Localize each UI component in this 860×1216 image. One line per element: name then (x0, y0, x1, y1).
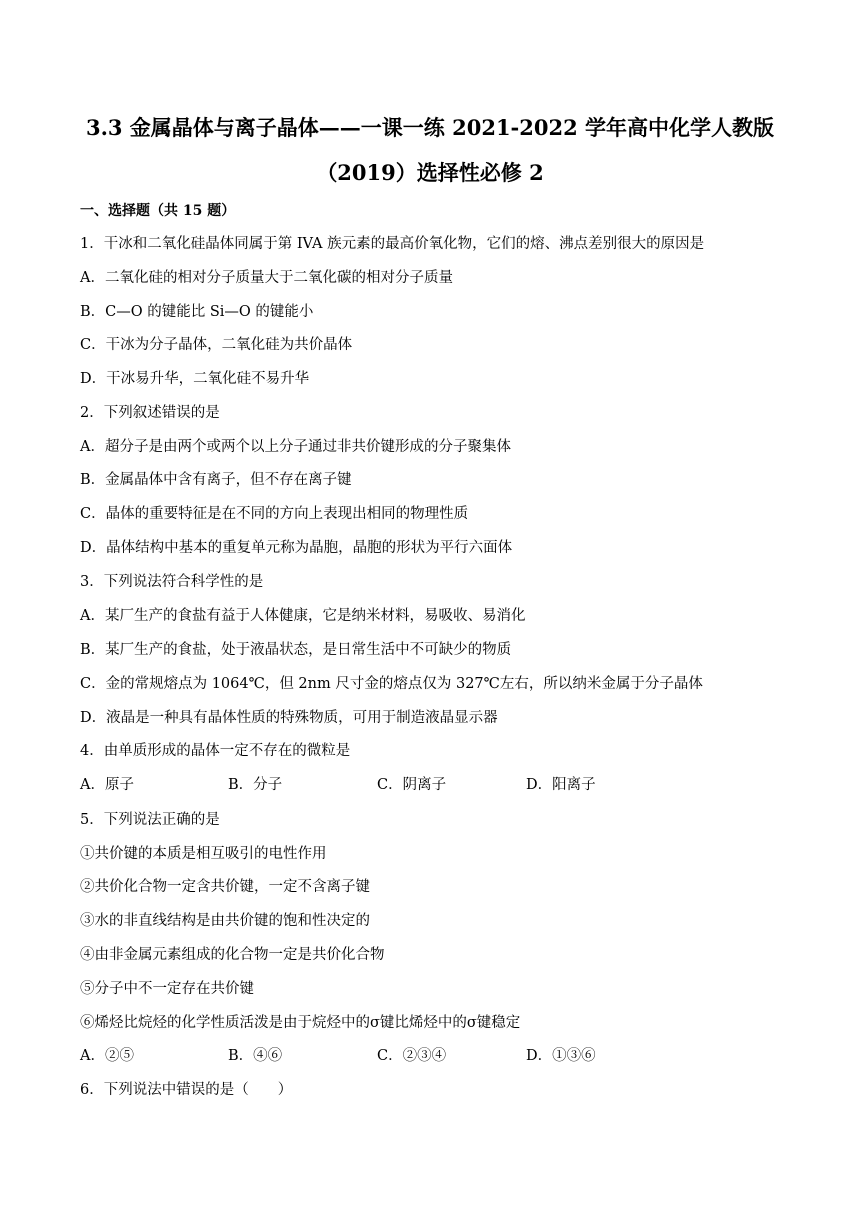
question-1-stem: 1．干冰和二氧化硅晶体同属于第 IVA 族元素的最高价氧化物，它们的熔、沸点差别很大的原因是 (80, 236, 705, 252)
question-5-option-a: A．②⑤ (80, 1048, 134, 1064)
question-2-option-c: C．晶体的重要特征是在不同的方向上表现出相同的物理性质 (80, 506, 469, 522)
document-title-line1: 3.3 金属晶体与离子晶体——一课一练 2021-2022 学年高中化学人教版 (85, 115, 775, 140)
question-4-option-c: C．阴离子 (377, 777, 447, 793)
question-5-option-d: D．①③⑥ (526, 1048, 596, 1064)
question-6-stem: 6．下列说法中错误的是（ ） (80, 1082, 293, 1098)
question-4-option-a: A．原子 (80, 777, 134, 793)
question-5-statement-5: ⑤分子中不一定存在共价键 (80, 981, 254, 997)
question-3-option-c: C．金的常规熔点为 1064℃，但 2nm 尺寸金的熔点仅为 327℃左右，所以纳米金属于分子晶体 (80, 676, 703, 692)
question-2-option-b: B．金属晶体中含有离子，但不存在离子键 (80, 472, 352, 488)
question-2-option-a: A．超分子是由两个或两个以上分子通过非共价键形成的分子聚集体 (80, 439, 511, 455)
question-3-option-a: A．某厂生产的食盐有益于人体健康，它是纳米材料，易吸收、易消化 (80, 608, 526, 624)
question-1-option-a: A．二氧化硅的相对分子质量大于二氧化碳的相对分子质量 (80, 270, 453, 286)
question-2-stem: 2．下列叙述错误的是 (80, 405, 220, 421)
question-3-stem: 3．下列说法符合科学性的是 (80, 574, 264, 590)
question-2-option-d: D．晶体结构中基本的重复单元称为晶胞，晶胞的形状为平行六面体 (80, 540, 513, 556)
document-title-line2: （2019）选择性必修 2 (316, 160, 544, 185)
question-4-option-d: D．阳离子 (526, 777, 596, 793)
question-5-statement-6: ⑥烯烃比烷烃的化学性质活泼是由于烷烃中的σ键比烯烃中的σ键稳定 (80, 1015, 521, 1031)
question-5-statement-4: ④由非金属元素组成的化合物一定是共价化合物 (80, 947, 385, 963)
question-4-option-b: B．分子 (228, 777, 283, 793)
question-5-option-c: C．②③④ (377, 1048, 447, 1064)
question-5-statement-3: ③水的非直线结构是由共价键的饱和性决定的 (80, 913, 370, 929)
question-3-option-d: D．液晶是一种具有晶体性质的特殊物质，可用于制造液晶显示器 (80, 710, 498, 726)
question-5-statement-1: ①共价键的本质是相互吸引的电性作用 (80, 846, 327, 862)
question-5-stem: 5．下列说法正确的是 (80, 812, 220, 828)
question-5-option-b: B．④⑥ (228, 1048, 283, 1064)
question-1-option-d: D．干冰易升华，二氧化硅不易升华 (80, 371, 310, 387)
question-3-option-b: B．某厂生产的食盐，处于液晶状态，是日常生活中不可缺少的物质 (80, 642, 512, 658)
question-5-statement-2: ②共价化合物一定含共价键，一定不含离子键 (80, 879, 370, 895)
question-4-stem: 4．由单质形成的晶体一定不存在的微粒是 (80, 743, 351, 759)
question-1-option-b: B．C—O 的键能比 Si—O 的键能小 (80, 304, 314, 320)
question-1-option-c: C．干冰为分子晶体，二氧化硅为共价晶体 (80, 337, 353, 353)
section-heading: 一、选择题（共 15 题） (80, 203, 236, 219)
